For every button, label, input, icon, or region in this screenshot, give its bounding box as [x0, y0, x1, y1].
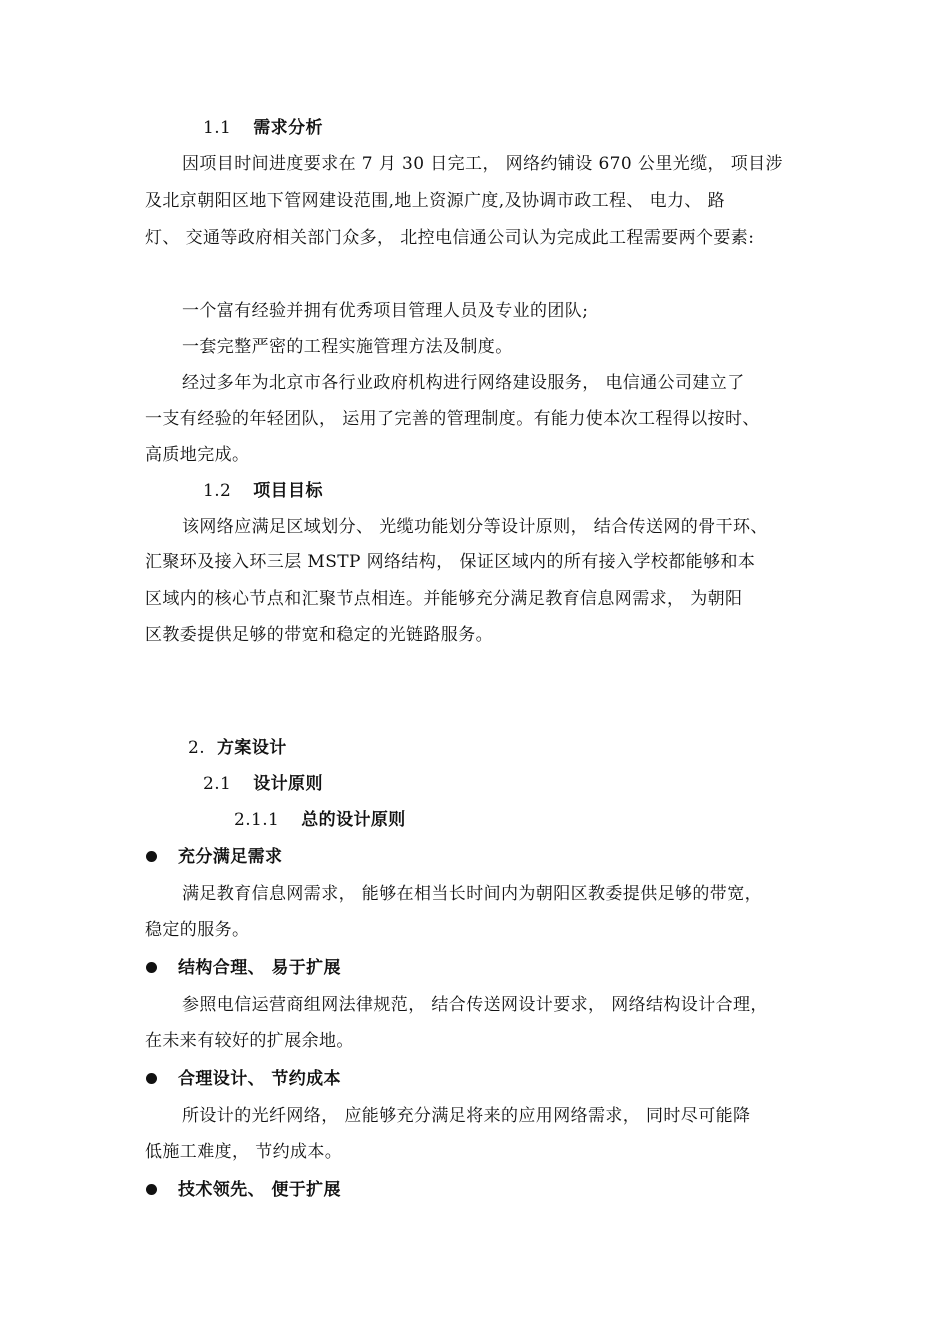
requirement-item: 一套完整严密的工程实施管理方法及制度。: [182, 337, 513, 357]
bullet-icon: [146, 1184, 157, 1195]
heading-1-2: [203, 479, 323, 503]
principle-title: 充分满足需求: [178, 847, 283, 867]
principle-title: 结构合理、 易于扩展: [178, 958, 341, 978]
paragraph-line: 一支有经验的年轻团队， 运用了完善的管理制度。有能力使本次工程得以按时、: [145, 409, 760, 429]
heading-2-1: [203, 772, 323, 796]
paragraph-line: 稳定的服务。: [145, 920, 250, 940]
paragraph-line: 低施工难度， 节约成本。: [145, 1142, 343, 1162]
heading-number: 2.: [188, 738, 206, 758]
heading-title: 设计原则: [253, 774, 323, 794]
principle-title: 技术领先、 便于扩展: [178, 1180, 341, 1200]
paragraph-line: 灯、 交通等政府相关部门众多， 北控电信通公司认为完成此工程需要两个要素:: [145, 228, 755, 248]
paragraph-line: 满足教育信息网需求， 能够在相当长时间内为朝阳区教委提供足够的带宽，: [182, 884, 763, 904]
heading-2: [188, 736, 287, 760]
paragraph-line: 区域内的核心节点和汇聚节点相连。并能够充分满足教育信息网需求， 为朝阳: [145, 589, 743, 609]
heading-2-1-1: [234, 808, 406, 832]
paragraph-line: 参照电信运营商组网法律规范， 结合传送网设计要求， 网络结构设计合理，: [182, 995, 768, 1015]
heading-1-1: [203, 116, 323, 140]
paragraph-line: 高质地完成。: [145, 445, 250, 465]
paragraph-line: 该网络应满足区域划分、 光缆功能划分等设计原则， 结合传送网的骨干环、: [182, 517, 768, 537]
heading-title: 项目目标: [253, 481, 323, 501]
heading-number: 1.2: [203, 481, 232, 501]
paragraph-line: 所设计的光纤网络， 应能够充分满足将来的应用网络需求， 同时尽可能降: [182, 1106, 751, 1126]
heading-number: 1.1: [203, 118, 232, 138]
requirement-item: 一个富有经验并拥有优秀项目管理人员及专业的团队;: [182, 301, 589, 321]
bullet-icon: [146, 962, 157, 973]
heading-title: 总的设计原则: [301, 810, 406, 830]
heading-number: 2.1: [203, 774, 232, 794]
paragraph-line: 在未来有较好的扩展余地。: [145, 1031, 354, 1051]
paragraph-line: 及北京朝阳区地下管网建设范围,地上资源广度,及协调市政工程、 电力、 路: [145, 191, 726, 211]
paragraph-line: 经过多年为北京市各行业政府机构进行网络建设服务， 电信通公司建立了: [182, 373, 745, 393]
bullet-icon: [146, 851, 157, 862]
principle-title: 合理设计、 节约成本: [178, 1069, 341, 1089]
paragraph-line: 因项目时间进度要求在 7 月 30 日完工， 网络约铺设 670 公里光缆， 项目涉: [182, 154, 783, 174]
heading-title: 需求分析: [253, 118, 323, 138]
heading-number: 2.1.1: [234, 810, 280, 830]
heading-title: 方案设计: [217, 738, 287, 758]
bullet-icon: [146, 1073, 157, 1084]
paragraph-line: 区教委提供足够的带宽和稳定的光链路服务。: [145, 625, 493, 645]
paragraph-line: 汇聚环及接入环三层 MSTP 网络结构， 保证区域内的所有接入学校都能够和本: [145, 552, 756, 572]
